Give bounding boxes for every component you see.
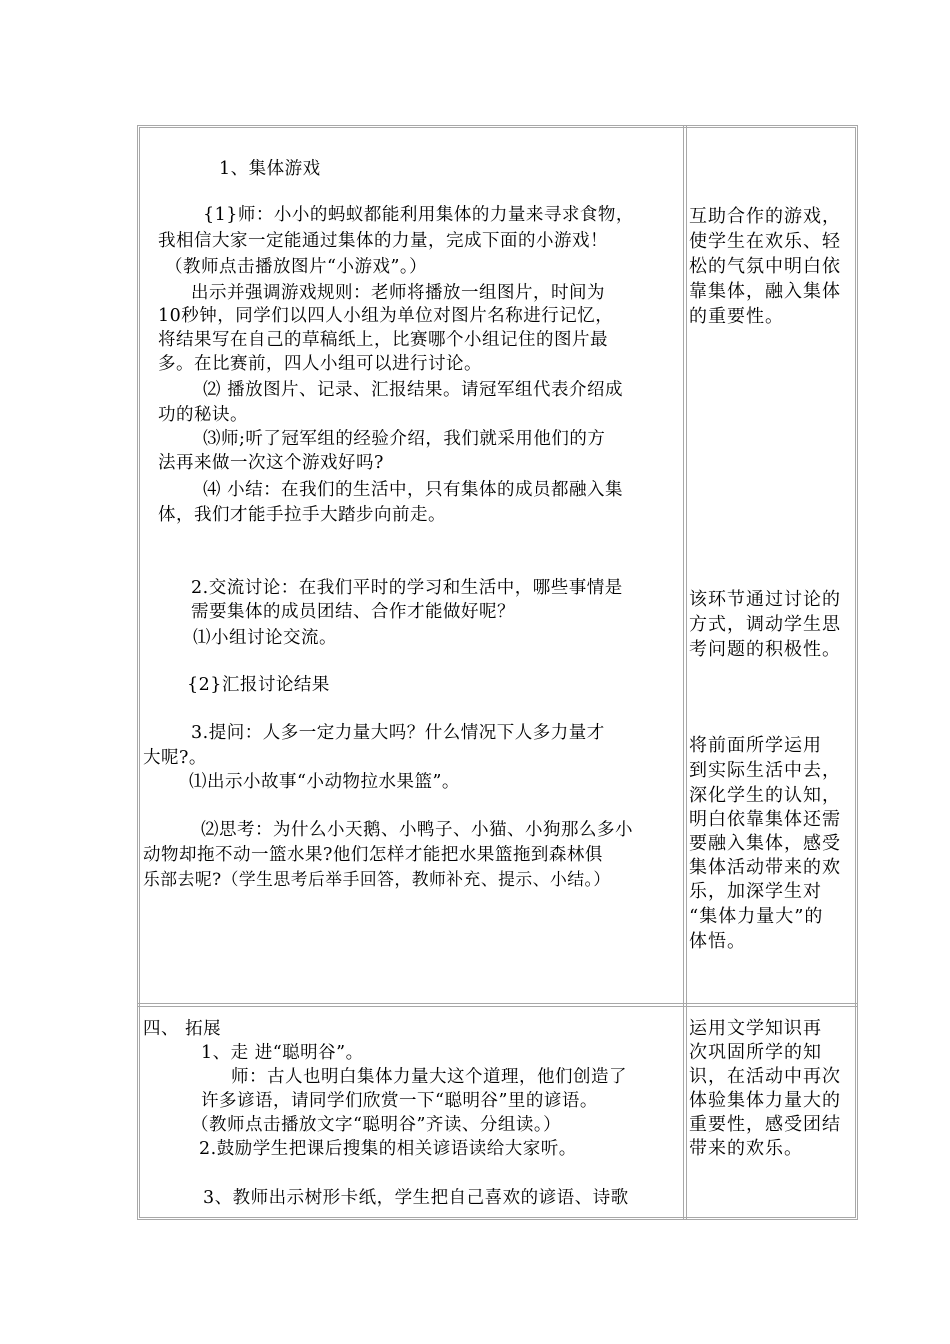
text-line: 动物却拖不动一篮水果?他们怎样才能把水果篮拖到森林俱 bbox=[143, 845, 603, 865]
text-line: ⑵ 播放图片、记录、汇报结果。请冠军组代表介绍成 bbox=[203, 380, 624, 400]
text-line: {2}汇报讨论结果 bbox=[187, 675, 330, 695]
note-line: “集体力量大”的 bbox=[689, 906, 824, 927]
note-line: 将前面所学运用 bbox=[689, 735, 822, 756]
text-line: ⑶师;听了冠军组的经验介绍，我们就采用他们的方 bbox=[203, 429, 606, 449]
note-line: 该环节通过讨论的 bbox=[689, 589, 841, 610]
note-line: 带来的欢乐。 bbox=[689, 1138, 803, 1159]
note-line: 体验集体力量大的 bbox=[689, 1090, 841, 1111]
note-line: 体悟。 bbox=[689, 931, 746, 952]
text-line: 大呢?。 bbox=[143, 748, 207, 768]
note-line: 识，在活动中再次 bbox=[689, 1066, 841, 1087]
note-line: 深化学生的认知， bbox=[689, 785, 841, 806]
text-line: 多。在比赛前，四人小组可以进行讨论。 bbox=[158, 354, 482, 374]
text-line: （教师点击播放文字“聪明谷”齐读、分组读。） bbox=[191, 1115, 562, 1135]
text-line: 法再来做一次这个游戏好吗? bbox=[158, 453, 384, 473]
text-line: 1、走 进“聪明谷”。 bbox=[201, 1043, 364, 1063]
text-line: 10秒钟，同学们以四人小组为单位对图片名称进行记忆， bbox=[158, 306, 614, 326]
text-line: （教师点击播放图片“小游戏”。） bbox=[165, 257, 428, 277]
note-line: 方式，调动学生思 bbox=[689, 614, 841, 635]
text-line: 功的秘诀。 bbox=[158, 405, 248, 425]
text-line: 将结果写在自己的草稿纸上，比赛哪个小组记住的图片最 bbox=[158, 330, 608, 350]
note-line: 次巩固所学的知 bbox=[689, 1042, 822, 1063]
section-game-title: 1、集体游戏 bbox=[219, 159, 321, 179]
text-line: 我相信大家一定能通过集体的力量，完成下面的小游戏！ bbox=[158, 231, 608, 251]
note-line: 要融入集体，感受 bbox=[689, 833, 841, 854]
text-line: {1}师：小小的蚂蚁都能利用集体的力量来寻求食物， bbox=[203, 205, 634, 225]
text-line: ⑴出示小故事“小动物拉水果篮”。 bbox=[189, 772, 460, 792]
note-line: 到实际生活中去， bbox=[689, 760, 841, 781]
text-line: 师：古人也明白集体力量大这个道理，他们创造了 bbox=[231, 1067, 627, 1087]
text-line: 需要集体的成员团结、合作才能做好呢？ bbox=[191, 602, 515, 622]
note-line: 互助合作的游戏， bbox=[689, 206, 841, 227]
section-question: 3.提问：人多一定力量大吗？什么情况下人多力量才 bbox=[191, 723, 605, 743]
note-line: 使学生在欢乐、轻 bbox=[689, 231, 841, 252]
text-line: ⑵思考：为什么小天鹅、小鸭子、小猫、小狗那么多小 bbox=[201, 820, 633, 840]
note-line: 运用文学知识再 bbox=[689, 1018, 822, 1039]
note-line: 集体活动带来的欢 bbox=[689, 857, 841, 878]
text-line: 3、教师出示树形卡纸，学生把自己喜欢的谚语、诗歌 bbox=[203, 1188, 629, 1208]
text-line: 出示并强调游戏规则：老师将播放一组图片，时间为 bbox=[191, 283, 605, 303]
text-line: 2.鼓励学生把课后搜集的相关谚语读给大家听。 bbox=[199, 1139, 577, 1159]
column-divider bbox=[683, 126, 687, 1219]
note-line: 的重要性。 bbox=[689, 306, 784, 327]
text-line: 许多谚语，请同学们欣赏一下“聪明谷”里的谚语。 bbox=[201, 1091, 598, 1111]
text-line: 体，我们才能手拉手大踏步向前走。 bbox=[158, 505, 446, 525]
text-line: 乐部去呢?（学生思考后举手回答，教师补充、提示、小结。） bbox=[143, 869, 611, 889]
note-line: 靠集体，融入集体 bbox=[689, 281, 841, 302]
note-line: 重要性，感受团结 bbox=[689, 1114, 841, 1135]
text-line: ⑷ 小结：在我们的生活中，只有集体的成员都融入集 bbox=[203, 480, 624, 500]
section-discussion: 2.交流讨论：在我们平时的学习和生活中，哪些事情是 bbox=[191, 578, 623, 598]
row-divider bbox=[138, 1003, 857, 1007]
note-line: 考问题的积极性。 bbox=[689, 639, 841, 660]
text-line: ⑴小组讨论交流。 bbox=[193, 628, 337, 648]
note-line: 乐，加深学生对 bbox=[689, 881, 822, 902]
note-line: 松的气氛中明白依 bbox=[689, 256, 841, 277]
note-line: 明白依靠集体还需 bbox=[689, 809, 841, 830]
section-extension-heading: 四、 拓展 bbox=[143, 1019, 222, 1039]
